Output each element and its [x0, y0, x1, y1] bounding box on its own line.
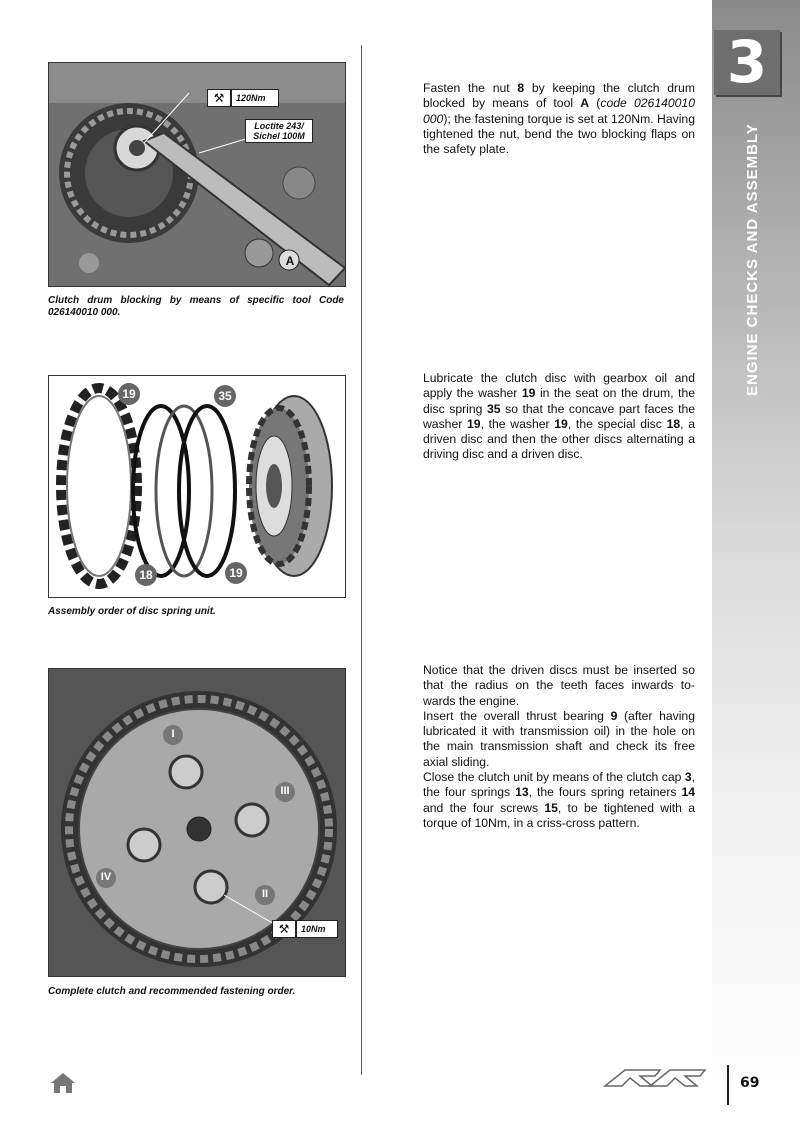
paragraph-driven-discs: Notice that the driven discs must be inserted so that the radius on the teeth faces inwards to-wards the engine. Insert the overall thrust bearing 9 (after having lubricated it with transmission oil) in the hole on the main transmission shaft and check its free axial sliding. Close the clutch unit by means of the clutch cap 3, the four springs 13, the fours spring retainers 14 and the four screws 15, to be tightened with a torque of 10Nm, in a criss-cross pattern.	[423, 663, 696, 830]
figure-clutch-drum-blocking	[48, 62, 346, 287]
washer-top-label: 19	[122, 387, 136, 401]
caption-figure-2: Assembly order of disc spring unit.	[48, 606, 216, 617]
home-icon[interactable]	[50, 1072, 76, 1094]
washer-bottom-label: 19	[229, 566, 243, 580]
screw-order-2: II	[261, 888, 269, 900]
rr-logo	[600, 1066, 720, 1090]
caption-figure-3: Complete clutch and recommended fastening order.	[48, 986, 296, 997]
screw-order-1: I	[171, 728, 175, 740]
page-number-bar	[727, 1065, 729, 1105]
torque-wrench-icon: ⚒	[272, 920, 296, 938]
paragraph-lubricate-disc: Lubricate the clutch disc with gearbox oil and apply the washer 19 in the seat on the drum, the disc spring 35 so that the concave part faces the washer 19, the washer 19, the special disc 18, a driven disc and then the other discs alternating a driving disc and a driven disc.	[423, 371, 696, 462]
torque-wrench-icon: ⚒	[207, 89, 231, 107]
figure-complete-clutch	[48, 668, 346, 977]
screw-order-4: IV	[100, 871, 112, 883]
torque-label: 120Nm	[231, 89, 279, 107]
page-number: 69	[740, 1075, 760, 1091]
disc-label: 18	[139, 568, 153, 582]
chapter-title: ENGINE CHECKS AND ASSEMBLY	[744, 123, 761, 396]
figure-disc-spring-unit	[48, 375, 346, 598]
paragraph-fasten-nut: Fasten the nut 8 by keeping the clutch drum blocked by means of tool A (code 026140010 000); the fastening torque is set at 120Nm. Having tightened the nut, bend the two blocking flaps on the safety plate.	[423, 81, 695, 157]
loctite-label: Loctite 243/ Sichel 100M	[245, 119, 313, 143]
spring-label: 35	[218, 389, 232, 403]
tool-label: A	[285, 254, 295, 268]
chapter-number: 3	[714, 30, 780, 95]
torque-label: 10Nm	[296, 920, 338, 938]
caption-figure-1: Clutch drum blocking by means of specific tool Code 026140010 000.	[48, 295, 344, 318]
screw-order-3: III	[280, 785, 290, 797]
column-divider	[361, 45, 362, 1075]
